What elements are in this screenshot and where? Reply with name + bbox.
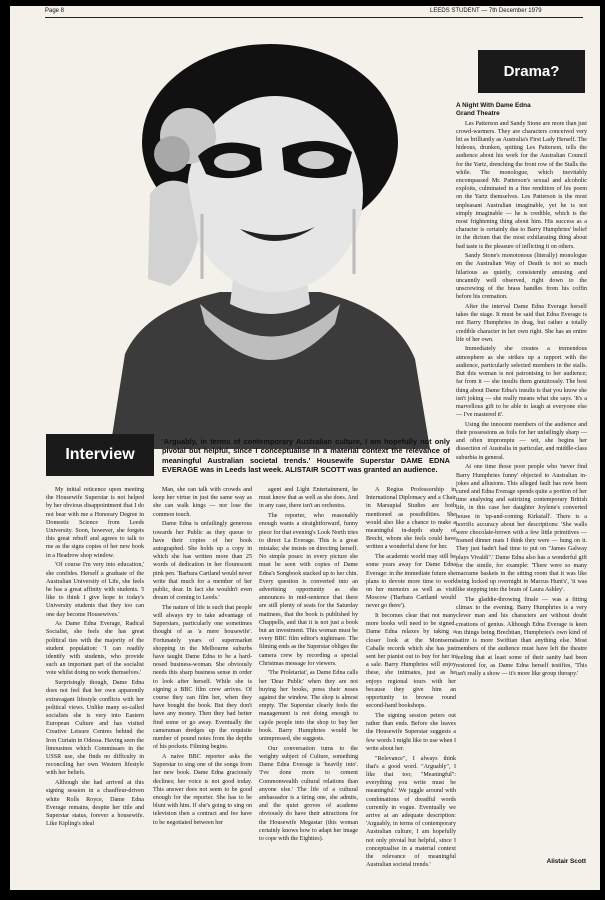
review-byline: Alistair Scott: [546, 858, 586, 865]
article-paragraph: The nature of life is such that people will always try to take advantage of Superstars, particularly one sometimes thought of as 'a mere housewife'. Fortunately years of supermarket shopping in the Melbourne suburbs have taught Dame Edna to be a hard-nosed business-woman. She obviously needs this sharp business sense in order to look after herself. While she is signing a BBC film crew arrives. Of course they can film her, when they have bought the book. But they don't have any money. Then they had better find some or go away. Eventually the cameraman dredges up the requisite number of pound notes from the depths of his pockets. Filming begins.: [153, 604, 252, 751]
page-number: Page 8: [45, 8, 65, 14]
article-paragraph: Les Patterson and Sandy Stone are more than just crowd-warmers. They are characters conceived very bit as brilliantly as Australia's First Lady Herself. The hideous, drunken, spitting Les Patterson, tells the audience about his work for the Australian Council for the Yartz, drenching the front row of the Stalls the while. The monologue, which inevitably encompassed Mr. Patterson's sexual and alcoholic exploits, culminated in a fine rendition of his poem on the Yartz themselves. Les Patterson is the most unpleasant Australian imaginable, yet he is not simply imaginable — he is credible, which is the most frightening thing about him. His success as a character is certainly due to Barry Humphries' belief in the dictum that the most exhilarating thing about bad taste is the pleasure of inflicting it on others.: [456, 120, 587, 250]
article-paragraph: Although she had arrived at this signing session in a chauffeur-driven white Rolls Royce, Dame Edna Everage remains, despite her title and Superstar status, forever a housewife. Like Kipling's ideal: [46, 780, 144, 828]
article-paragraph: A naive BBC reporter asks the Superstar to sing one of the songs from her new book. Dame Edna graciously declines; her voice is not good today. This answer does not seem to be good enough for the reporter. She has to be blunt with him. If she's going to sing on television then a contract and fee have to be negotiated between her: [153, 754, 252, 826]
masthead: LEEDS STUDENT — 7th December 1979: [430, 8, 542, 14]
article-paragraph: Our conversation turns to the weighty subject of Culture, something Dame Edna Everage is 'heavily into'. 'I've done more to cement Commonwealth cultural relations than anyone else.' The life of a cultural ambassador is a tiring one, she admits, and the quiet groves of academe obviously do have their attractions for the Housewife Megastar (this woman certainly knows how to adapt her image to cope with the Eighties).: [259, 745, 358, 843]
article-paragraph: After the interval Dame Edna Everage herself takes the stage. It must be said that Edna Everage is not Barry Humphries in drag, but rather a totally credible character in her own right. She has an entire life of her own.: [456, 303, 587, 343]
article-paragraph: Man, she can talk with crowds and keep her virtue in just the same way as she can walk kings — nor lose the common touch.: [153, 487, 252, 518]
article-paragraph: "Relevance", I always think that's a good word. "Arguably", I like that too; "Meaningful": everything you write must be meaningful.' We juggle around with combinations of dreadful words currently in vogue. Eventually we arrive at an adequate description: 'Arguably, in terms of contemporary Australian culture, I am hopefully not only pivotal but helpful, since I conceptualise in a material context the relevance of meaningful Australian societal trends.': [366, 755, 456, 869]
article-paragraph: My initial reticence upon meeting the Housewife Superstar is not helped by her obvious disappointment that I do not bear with me a Honorary Degree in Domestic Science from Leeds University. Soon, however, she forgets this great rebuff and agrees to talk to me as the signs copies of her new book in a Headrow shop window.: [46, 487, 144, 559]
newspaper-page: [10, 6, 600, 890]
interview-column-2: [153, 486, 252, 878]
article-paragraph: agent and Light Entertainment, he must know that as well as she does. And in any case, there isn't an orchestra.: [259, 487, 358, 510]
article-paragraph: Immediately she creates a tremendous atmosphere as she strikes up a rapport with the audience, particularly selected members in the stalls. But this woman is not patronising to her audience; far from it — she insults them gratuitously. The best thing about Dame Edna's insults is that you know she isn't joking — she really means what she says. 'It's a marvellous gift to be able to laugh at everyone else — I've mastered it'.: [456, 346, 587, 419]
article-paragraph: A Regius Professorship in International Diplomacy and a Chair in Marsupial Studies are both mentioned as possibilities. She would also like a chance to make a meaningful in-depth study of Brecht, whom she feels could have written a wonderful show for her.: [366, 487, 456, 551]
dame-edna-photo: [70, 24, 450, 449]
review-subhead: Grand Theatre: [456, 110, 500, 117]
article-paragraph: The reporter, who reasonably enough wants a straightforward, funny piece for that evening's Look North tries to direct La Everage. This is a great mistake; she insists on directing herself. No simple poses: in every picture she must be seen with copies of Dame Edna's Songbook stacked up to her chin. Every question is converted into an advertising opportunity as she announces in mid-sentence that there are still plenty of seats for the Saturday matinees, that the book is published by Chappells, and that it is not just a book but an investment. This woman must be every BBC film editor's nightmare. The filming ends as the Superstar obliges the camera crew by recording a special Christmas message for viewers.: [259, 513, 358, 667]
drama-review-column: [456, 102, 587, 872]
review-headline: A Night With Dame Edna: [456, 102, 531, 109]
article-paragraph: The signing session peters out rather than ends. Before she leaves the Housewife Superstar suggests a few words I might like to use when I write about her.: [366, 712, 456, 752]
article-paragraph: The gladdie-throwing finale — was a fitting climax to the evening. Barry Humphries is a very clever man and his characters are without doubt creations of genius. Although Edna Everage is keen on things being Brechtian, Humphries's own kind of satire is more Swiftian than anything else. Most members of the audience must have left the theatre feeling that at least some of their sanity had been restored for, as Dame Edna herself testifies, 'This isn't really a show — it's more like group therapy.': [456, 597, 587, 677]
article-paragraph: Surprisingly though, Dame Edna does not feel that her own apparently extravagant lifestyle conflicts with her political views. Unlike many so-called socialists she is very into Eastern European Culture and has visited Creative Leisure Centres behind the Iron Curtain in Odessa. Having seen the limousines which Commissars in the USSR use, she finds no difficulty in reconciling her own Western lifestyle with her beliefs.: [46, 680, 144, 777]
interview-column-3: [259, 486, 358, 878]
article-paragraph: As Dame Edna Everage, Radical Socialist, she feels she has great political ties with the majority of the student population: 'I can readily identify with students, who provide such an important part of the socialist vote whilst doing no work themselves.': [46, 621, 144, 677]
header-rule: [45, 17, 583, 18]
article-paragraph: Using the innocent members of the audience and their possessions as foils for her unfailingly sharp — and often impromptu — wit, she begins her dissection of Australia in particular, and middle-class suburbia in general.: [456, 421, 587, 461]
article-paragraph: Dame Edna is unfailingly generous towards her Public as they queue to have their copies of her book autographed. She holds up a copy in which she has written more than 25 words of dedication in her flourescent pink pen. 'Barbara Cartland would never write that much for a member of her public, dear. In fact she wouldn't even dream of coming to Leeds.': [153, 521, 252, 602]
article-paragraph: It becomes clear that not many more books will need to be signed. Dame Edna relaxes by taking a closer look at the Montserrat Caballe records which she has just sent her pianist out to buy for her in a sale. Barry Humphries will enjoy these, she intimates, just as he enjoys regional tours with her because they give him an opportunity to browse round second-hand bookshops.: [366, 613, 456, 710]
article-paragraph: The academic world may still be some years away for Dame Edna Everage: in the immediate future she plans to devote more time to work on her memoirs as well as visit Moscow ('Barbara Cartland would never go there').: [366, 554, 456, 610]
interview-column-1: [46, 486, 144, 878]
article-paragraph: 'Of course I'm very into education,' she confides. Herself a graduate of the Australian University of Life, she feels he has a great affinity with students. 'I like to think I give hope to today's University students that they too can one day become Housewives.': [46, 562, 144, 618]
article-paragraph: Sandy Stone's monotonous (literally) monologue on the Australian Way of Death is not so much hilarious as quietly, consistently amusing and uncannily well observed, right down to the unscrewing of the brass handles from his coffin before his cremation.: [456, 253, 587, 301]
article-paragraph: 'The Proletariat', as Dame Edna calls her 'Dear Public' when they are not buying her books, press their noses against the window. The shop is almost empty. The Superstar clearly feels the management is not doing enough to cajole people into the shop to buy her book. Barry Humphries would be unimpressed, she suggests.: [259, 670, 358, 743]
article-paragraph: At one time those poor people who 'never find Barry Humphries funny' objected to Australian in-jokes and allusions. This alleged fault has now been cured and Edna Everage spends quite a portion of her time analysing and satirizing contemporary British life, in this case her daughter Joylene's converted house in 'up-and-coming Kirkstall'. There is a horrific accuracy about her descriptions: 'She walls were chocolate-brown with a few little primitives — framed dinner mats I think they were — hung on it. They just hadn't had time to put on "James Galway plays Vivaldi".' Dame Edna also has a wonderful gift for the simile, for example: 'There were so many macrame baskets in the sitting room that it was like being locked up overnight in Marcus Hunt's', 'it was like stepping into the brain of Laura Ashley'.: [456, 464, 587, 594]
interview-section-label: Interview: [46, 434, 154, 476]
drama-section-label: Drama?: [478, 50, 585, 93]
interview-standfirst: 'Arguably, in terms of contemporary Australian culture, I am hopefully not only pivotal but helpful, since I conceptualise in a material context the relevance of meaningful Australian societal trends.' Housewife Superstar DAME EDNA EVERAGE was in Leeds last week. ALISTAIR SCOTT was granted an audience.: [162, 437, 450, 475]
interview-column-4: [366, 486, 456, 878]
